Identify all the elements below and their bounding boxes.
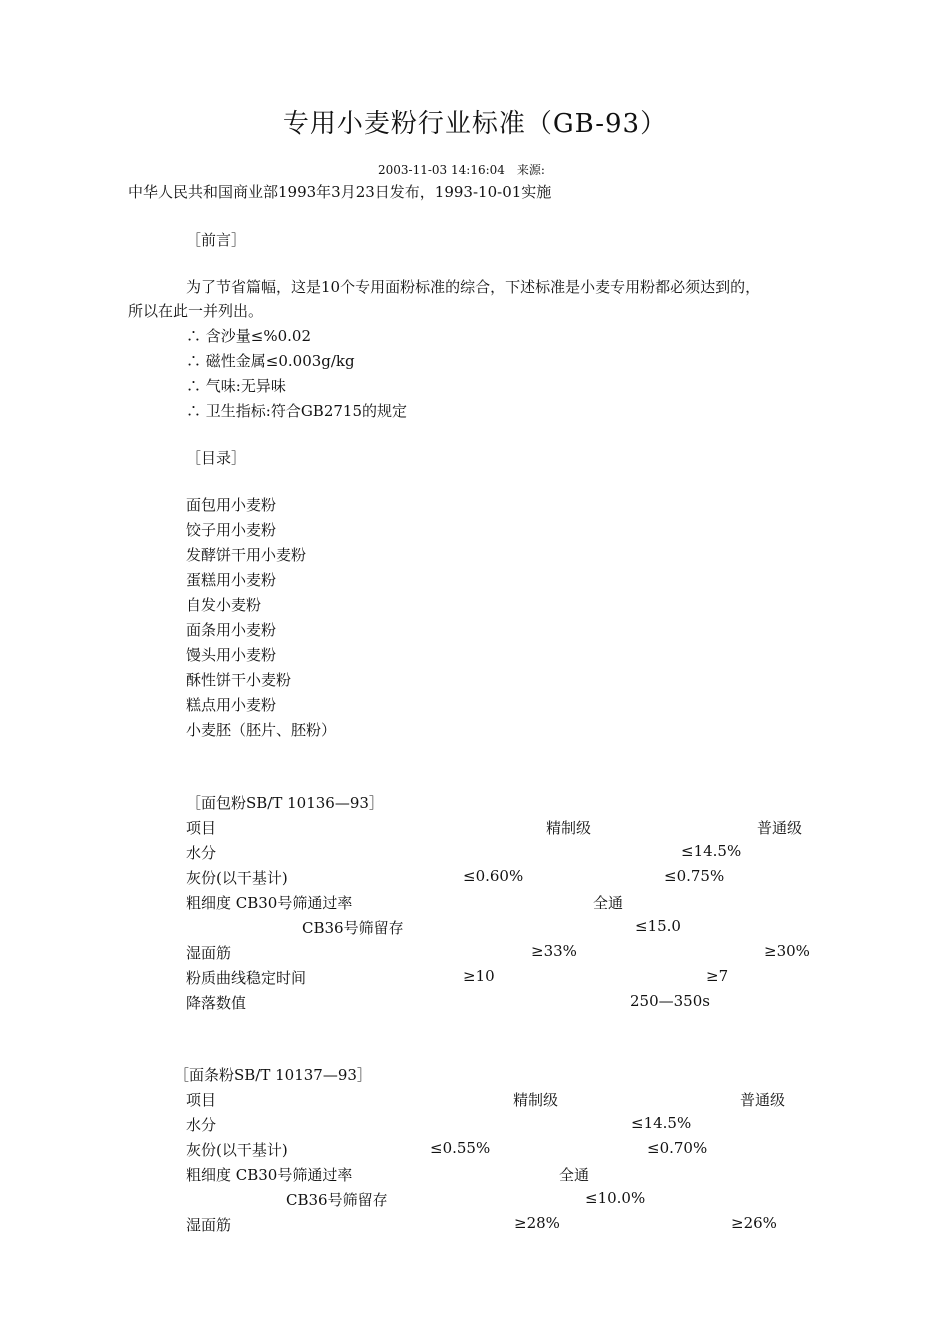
toc-item: 蛋糕用小麦粉: [186, 571, 277, 589]
toc-item: 面包用小麦粉: [186, 496, 277, 514]
row-label-falling-number: 降落数值: [186, 994, 247, 1012]
value-stability-refined: ≥10: [463, 967, 495, 985]
col-header-refined: 精制级: [513, 1091, 559, 1109]
preface-line-1: 为了节省篇幅，这是10个专用面粉标准的综合，下述标准是小麦专用粉都必须达到的，: [186, 278, 761, 296]
issued-line: 中华人民共和国商业部1993年3月23日发布，1993-10-01实施: [128, 183, 552, 201]
value-stability-normal: ≥7: [706, 967, 729, 985]
row-label-gluten: 湿面筋: [186, 944, 232, 962]
requirement-item: ∴ 卫生指标:符合GB2715的规定: [186, 402, 408, 420]
requirement-item: ∴ 气味:无异味: [186, 377, 286, 395]
toc-item: 糕点用小麦粉: [186, 696, 277, 714]
row-label-fineness: 粗细度 CB30号筛通过率: [186, 894, 353, 912]
value-fineness: 全通: [559, 1166, 590, 1184]
toc-item: 酥性饼干小麦粉: [186, 671, 292, 689]
toc-heading: ［目录］: [186, 449, 247, 467]
value-gluten-refined: ≥28%: [514, 1214, 560, 1232]
noodle-flour-heading: ［面条粉SB/T 10137—93］: [174, 1066, 372, 1084]
value-ash-normal: ≤0.75%: [664, 867, 725, 885]
row-label-moisture: 水分: [186, 1116, 217, 1134]
value-ash-refined: ≤0.60%: [463, 867, 524, 885]
col-header-refined: 精制级: [546, 819, 592, 837]
row-label-cb36: CB36号筛留存: [286, 1191, 388, 1209]
value-cb36: ≤15.0: [635, 917, 681, 935]
col-header-item: 项目: [186, 1091, 217, 1109]
toc-item: 面条用小麦粉: [186, 621, 277, 639]
bread-flour-heading: ［面包粉SB/T 10136—93］: [186, 794, 384, 812]
col-header-normal: 普通级: [740, 1091, 786, 1109]
preface-line-2: 所以在此一并列出。: [128, 302, 264, 320]
value-gluten-refined: ≥33%: [531, 942, 577, 960]
value-ash-normal: ≤0.70%: [647, 1139, 708, 1157]
toc-item: 馒头用小麦粉: [186, 646, 277, 664]
value-gluten-normal: ≥26%: [731, 1214, 777, 1232]
row-label-ash: 灰份(以干基计): [186, 869, 288, 887]
row-label-moisture: 水分: [186, 844, 217, 862]
row-label-gluten: 湿面筋: [186, 1216, 232, 1234]
value-moisture: ≤14.5%: [631, 1114, 692, 1132]
row-label-cb36: CB36号筛留存: [302, 919, 404, 937]
toc-item: 饺子用小麦粉: [186, 521, 277, 539]
col-header-item: 项目: [186, 819, 217, 837]
value-moisture: ≤14.5%: [681, 842, 742, 860]
page-title: 专用小麦粉行业标准（GB-93）: [282, 109, 668, 139]
requirement-item: ∴ 磁性金属≤0.003g/kg: [186, 352, 355, 370]
value-cb36: ≤10.0%: [585, 1189, 646, 1207]
toc-item: 小麦胚（胚片、胚粉）: [186, 721, 337, 739]
requirement-item: ∴ 含沙量≤%0.02: [186, 327, 311, 345]
toc-item: 自发小麦粉: [186, 596, 262, 614]
row-label-stability: 粉质曲线稳定时间: [186, 969, 307, 987]
publish-meta: 2003-11-03 14:16:04 来源:: [378, 163, 545, 177]
row-label-fineness: 粗细度 CB30号筛通过率: [186, 1166, 353, 1184]
value-gluten-normal: ≥30%: [764, 942, 810, 960]
toc-item: 发酵饼干用小麦粉: [186, 546, 307, 564]
row-label-ash: 灰份(以干基计): [186, 1141, 288, 1159]
preface-heading: ［前言］: [186, 231, 247, 249]
value-falling-number: 250—350s: [630, 992, 710, 1010]
value-fineness: 全通: [593, 894, 624, 912]
value-ash-refined: ≤0.55%: [430, 1139, 491, 1157]
col-header-normal: 普通级: [757, 819, 803, 837]
